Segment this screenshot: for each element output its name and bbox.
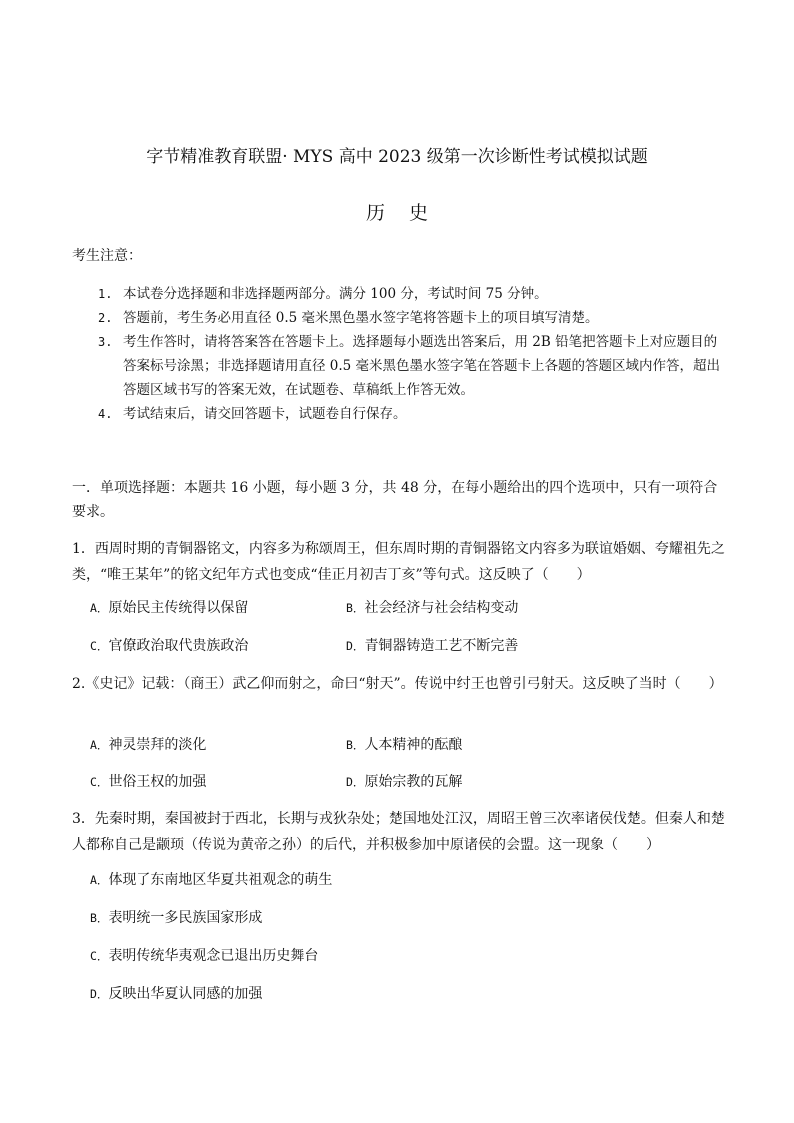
option-text: 社会经济与社会结构变动 [364, 600, 519, 616]
option-text: 青铜器铸造工艺不断完善 [364, 638, 519, 654]
question-3-stem: 3．先秦时期，秦国被封于西北，长期与戎狄杂处；楚国地处江汉，周昭王曾三次率诸侯伐楚。但秦人和楚人都称自己是颛顼（传说为黄帝之孙）的后代，并积极参加中原诸侯的会盟。这一现象（ ） [72, 811, 725, 853]
option-text: 神灵崇拜的淡化 [108, 737, 207, 753]
option-text: 表明传统华夷观念已退出历史舞台 [108, 948, 319, 964]
notice-item [98, 306, 728, 330]
question-2-option-d[interactable] [346, 772, 462, 792]
option-letter: A． [90, 873, 109, 887]
question-2-stem: 2.《史记》记载：（商王）武乙仰而射之，命曰“射天”。传说中纣王也曾引弓射天。这反映了当时（ ） [72, 676, 723, 692]
exam-title: 字节精准教育联盟· MYS 高中 2023 级第一次诊断性考试模拟试题 [146, 147, 648, 167]
notice-item-text: 本试卷分选择题和非选择题两部分。满分 100 分，考试时间 75 分钟。 [123, 286, 548, 302]
notice-item-number: 2. [98, 311, 113, 325]
notice-item-number: 1. [98, 287, 113, 301]
option-text: 人本精神的酝酿 [364, 737, 463, 753]
option-text: 反映出华夏认同感的加强 [108, 986, 263, 1002]
notice-item-text: 答题前，考生务必用直径 0.5 毫米黑色墨水签字笔将答题卡上的项目填写清楚。 [123, 310, 599, 326]
option-letter: B． [90, 911, 109, 925]
option-letter: C． [90, 949, 109, 963]
notice-item [98, 282, 728, 306]
question-1-option-d[interactable] [346, 636, 518, 656]
question-1-option-a[interactable] [90, 598, 248, 618]
question-1-stem: 1．西周时期的青铜器铭文，内容多为称颂周王，但东周时期的青铜器铭文内容多为联谊婚姻、夸耀祖先之类，“唯王某年”的铭文纪年方式也变成“佳正月初吉丁亥”等句式。这反映了（ ） [72, 541, 725, 583]
option-text: 世俗王权的加强 [108, 774, 207, 790]
notice-item-number: 4. [98, 407, 113, 421]
question-2-option-a[interactable] [90, 735, 206, 755]
option-text: 表明统一多民族国家形成 [108, 910, 263, 926]
option-letter: A． [90, 601, 109, 615]
option-letter: D． [90, 987, 109, 1001]
notice-item [98, 330, 728, 402]
notice-list [98, 282, 728, 426]
question-1-option-b[interactable] [346, 598, 518, 618]
option-text: 原始宗教的瓦解 [364, 774, 463, 790]
option-text: 原始民主传统得以保留 [108, 600, 249, 616]
option-letter: C． [90, 775, 109, 789]
question-1-option-c[interactable] [90, 636, 248, 656]
option-text: 体现了东南地区华夏共祖观念的萌生 [108, 872, 333, 888]
notice-item [98, 402, 728, 426]
notice-item-text: 考生作答时，请将答案答在答题卡上。选择题每小题选出答案后，用 2B 铅笔把答题卡上对应题目的答案标号涂黑；非选择题请用直径 0.5 毫米黑色墨水签字笔在答题卡上各题的答题区域内作答，超出答题区域书写的答案无效，在试题卷、草稿纸上作答无效。 [123, 334, 721, 398]
option-letter: D． [346, 639, 365, 653]
option-text: 官僚政治取代贵族政治 [108, 638, 249, 654]
question-2-option-b[interactable] [346, 735, 462, 755]
option-letter: D． [346, 775, 365, 789]
notice-heading: 考生注意： [72, 248, 142, 264]
question-2-option-c[interactable] [90, 772, 206, 792]
notice-item-text: 考试结束后，请交回答题卡，试题卷自行保存。 [123, 406, 407, 422]
subject-title: 历 史 [365, 202, 429, 224]
option-letter: B． [346, 601, 365, 615]
option-letter: B． [346, 738, 365, 752]
section-heading: 一．单项选择题：本题共 16 小题，每小题 3 分，共 48 分，在每小题给出的四个选项中，只有一项符合要求。 [72, 480, 718, 520]
question-3-option-d[interactable] [90, 984, 262, 1004]
notice-item-number: 3. [98, 335, 113, 349]
option-letter: A． [90, 738, 109, 752]
question-3-option-c[interactable] [90, 946, 318, 966]
option-letter: C． [90, 639, 109, 653]
question-3-option-b[interactable] [90, 908, 262, 928]
question-3-option-a[interactable] [90, 870, 332, 890]
